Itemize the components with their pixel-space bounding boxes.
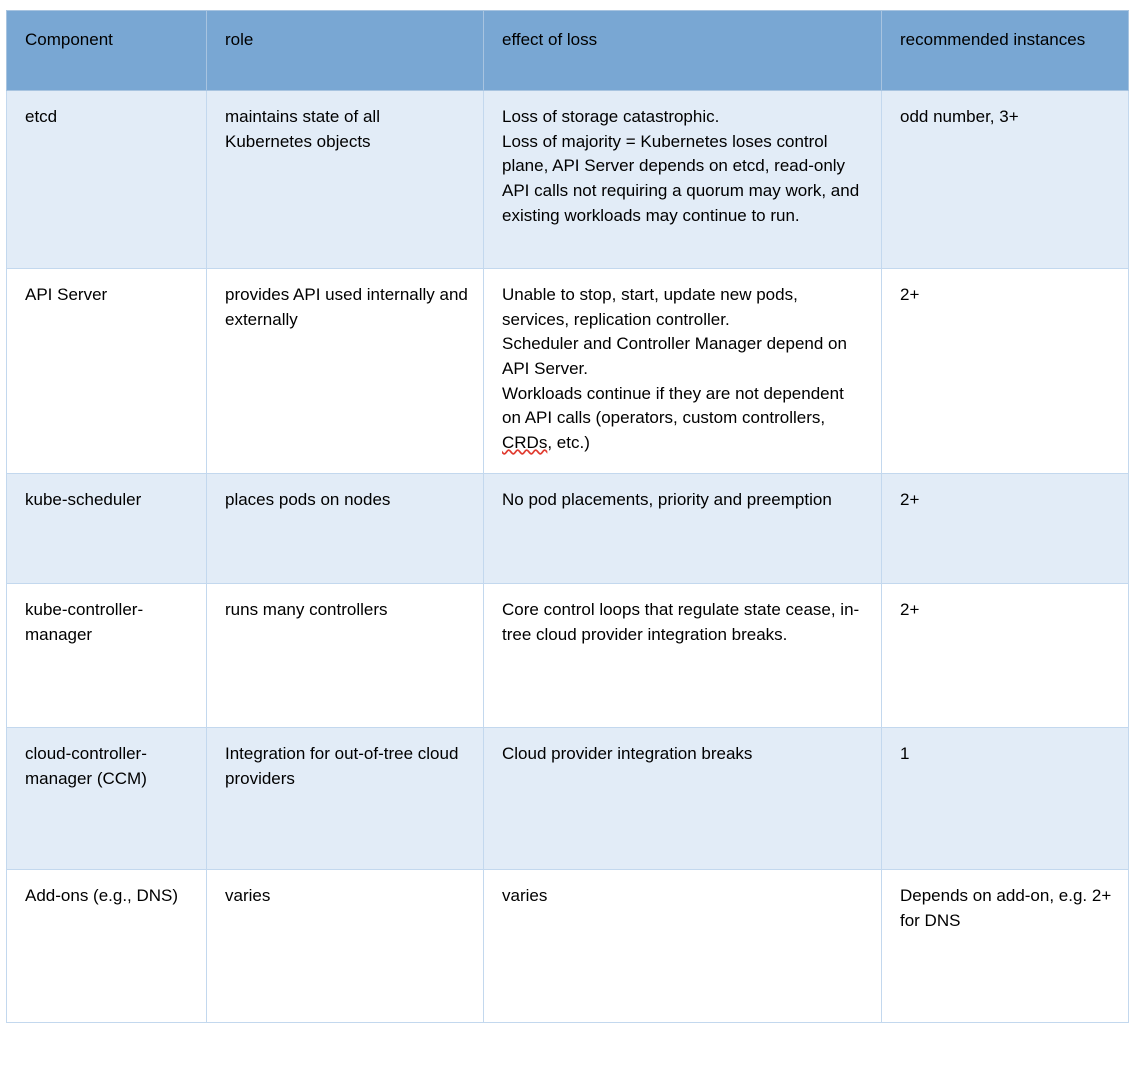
table-row	[7, 91, 1129, 269]
effect-line: No pod placements, priority and preemption	[502, 490, 832, 509]
column-header-component: Component	[7, 11, 207, 91]
table-row	[7, 474, 1129, 584]
cell-component: Add-ons (e.g., DNS)	[7, 870, 207, 1023]
cell-recommended-instances: odd number, 3+	[882, 91, 1129, 269]
effect-line: Unable to stop, start, update new pods, services, replication controller.	[502, 285, 798, 329]
table-container	[6, 10, 1128, 1023]
cell-recommended-instances: 2+	[882, 269, 1129, 474]
effect-line: Workloads continue if they are not dependent on API calls (operators, custom controllers, CRDs, etc.)	[502, 383, 844, 452]
table-header-row	[7, 11, 1129, 91]
cell-effect-of-loss	[484, 870, 882, 1023]
cell-effect-of-loss	[484, 584, 882, 728]
table-header	[7, 11, 1129, 91]
table-row	[7, 269, 1129, 474]
cell-role: varies	[207, 870, 484, 1023]
cell-recommended-instances: 2+	[882, 584, 1129, 728]
column-header-role: role	[207, 11, 484, 91]
spellcheck-word: CRDs	[502, 432, 548, 452]
cell-effect-of-loss	[484, 728, 882, 870]
cell-recommended-instances: 2+	[882, 474, 1129, 584]
effect-line: Loss of storage catastrophic.	[502, 107, 720, 126]
cell-role: places pods on nodes	[207, 474, 484, 584]
effect-line: Loss of majority = Kubernetes loses control plane, API Server depends on etcd, read-only API calls not requiring a quorum may work, and existing workloads may continue to run.	[502, 131, 860, 225]
cell-effect-of-loss	[484, 474, 882, 584]
table-row	[7, 870, 1129, 1023]
cell-component: kube-scheduler	[7, 474, 207, 584]
column-header-effect-of-loss: effect of loss	[484, 11, 882, 91]
cell-recommended-instances: Depends on add-on, e.g. 2+ for DNS	[882, 870, 1129, 1023]
effect-line: Core control loops that regulate state cease, in-tree cloud provider integration breaks.	[502, 600, 860, 644]
effect-line: Cloud provider integration breaks	[502, 744, 753, 763]
table-row	[7, 728, 1129, 870]
cell-role: Integration for out-of-tree cloud providers	[207, 728, 484, 870]
cell-component: kube-controller-manager	[7, 584, 207, 728]
cell-role: maintains state of all Kubernetes objects	[207, 91, 484, 269]
cell-role: runs many controllers	[207, 584, 484, 728]
cell-component: API Server	[7, 269, 207, 474]
cell-role: provides API used internally and externally	[207, 269, 484, 474]
cell-component: etcd	[7, 91, 207, 269]
cell-component: cloud-controller-manager (CCM)	[7, 728, 207, 870]
table-body	[7, 91, 1129, 1023]
cell-effect-of-loss	[484, 91, 882, 269]
effect-line: Scheduler and Controller Manager depend on API Server.	[502, 334, 847, 378]
effect-line: varies	[502, 886, 548, 905]
cell-effect-of-loss	[484, 269, 882, 474]
table-row	[7, 584, 1129, 728]
kubernetes-control-plane-table	[6, 10, 1129, 1023]
cell-recommended-instances: 1	[882, 728, 1129, 870]
column-header-recommended-instances: recommended instances	[882, 11, 1129, 91]
